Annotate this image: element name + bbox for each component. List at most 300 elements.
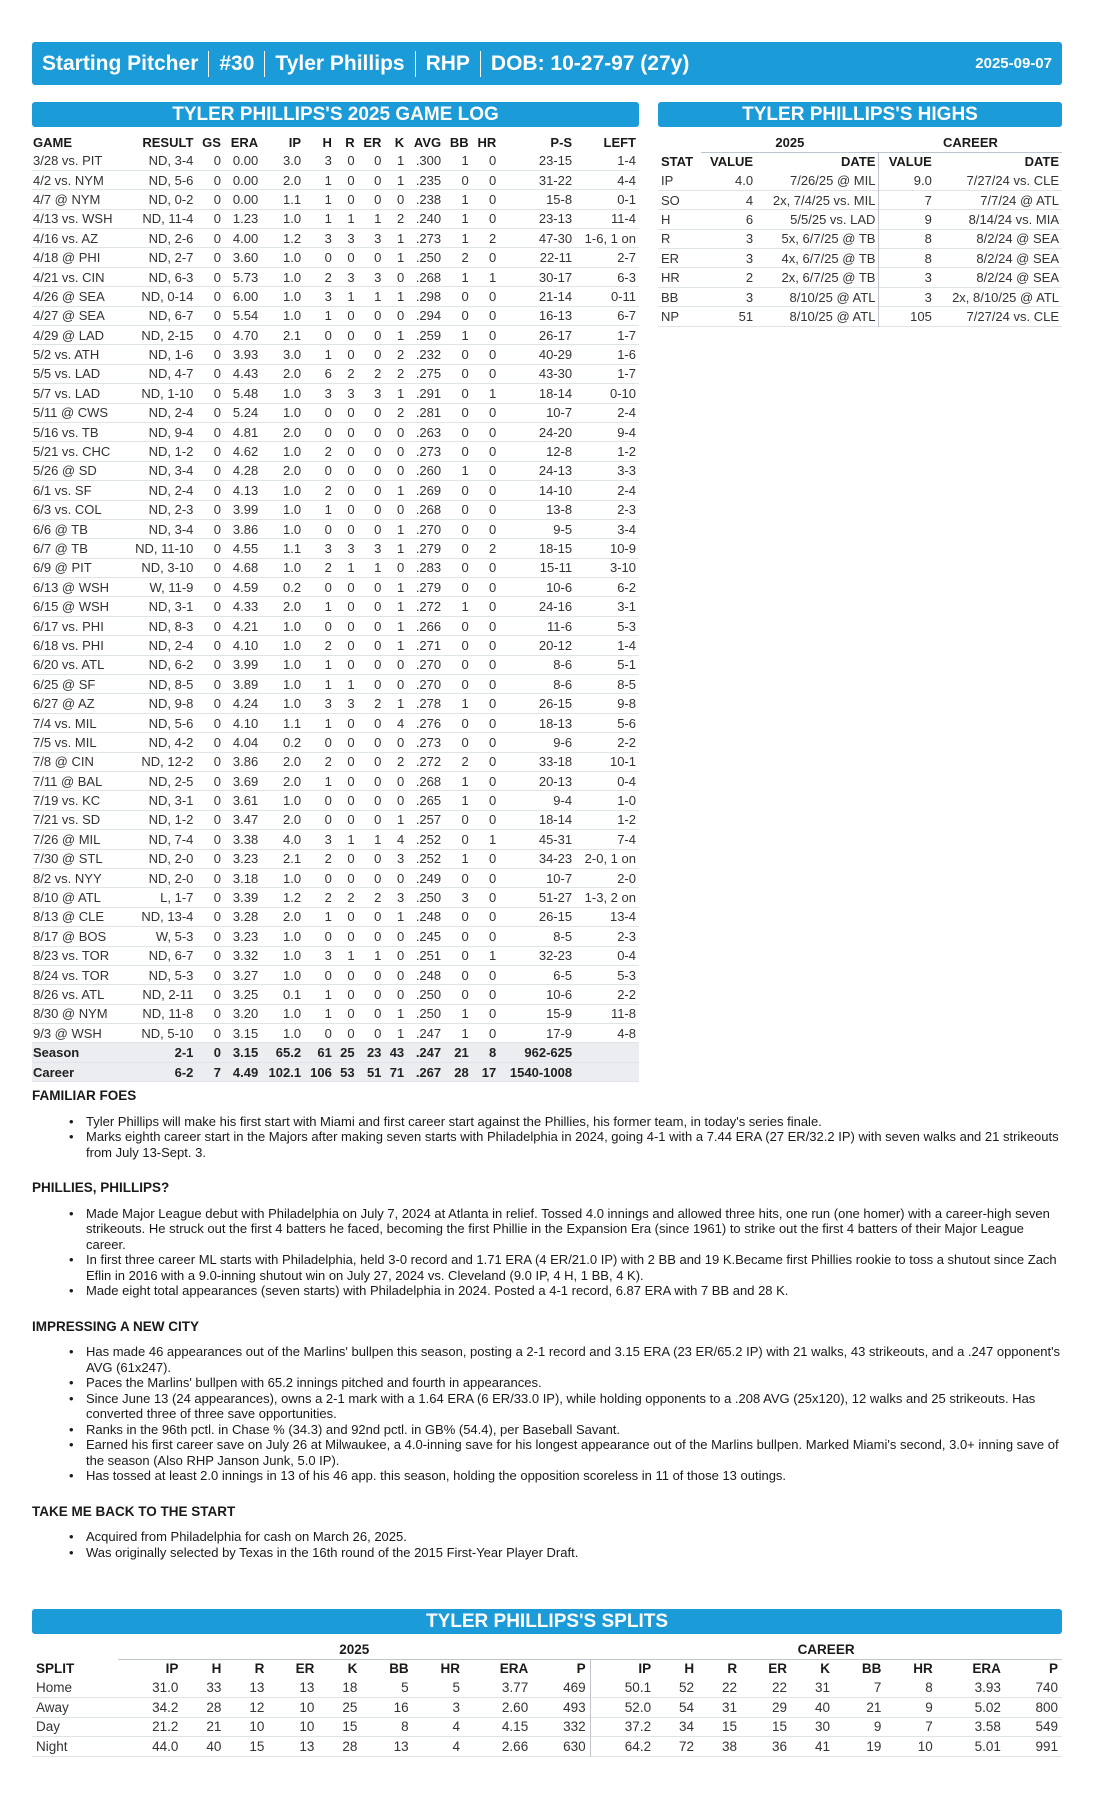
game-log-cell: .251 [415,948,442,964]
game-log-col-header: AVG [413,134,442,150]
game-log-total-cell: 6-2 [125,1062,197,1081]
game-log-cell: 2 [461,754,469,770]
game-log-cell: 0 [347,657,355,673]
game-log-cell: 1.0 [282,676,302,692]
game-log-cell: 45-31 [538,831,573,847]
note-list [86,1206,1062,1299]
splits-col-header: K [347,1661,358,1677]
game-log-cell: .270 [415,676,442,692]
game-log-cell: 9-5 [553,521,573,537]
game-log-cell: 5.54 [232,308,259,324]
game-log-row [32,927,639,946]
game-log-cell: .271 [415,637,442,653]
game-log-cell: 0 [347,793,355,809]
game-log-cell: 0 [374,909,382,925]
game-log-cell: 0-1 [617,191,636,207]
note-item: • Acquired from Philadelphia for cash on March 26, 2025. [86,1529,1062,1545]
game-log-cell: ND, 12-2 [141,754,194,770]
game-log-cell: 22-11 [539,250,573,266]
game-log-cell: .298 [415,288,442,304]
game-log-cell: 7/26 @ MIL [33,831,101,847]
game-log-cell: 6-2 [617,579,636,595]
game-log-cell: 4.00 [232,230,259,246]
highs-row [658,210,1062,229]
splits-cell: Night [36,1738,68,1754]
game-log-cell: 1 [347,211,355,227]
header-date: 2025-09-07 [975,55,1052,72]
game-log-cell: 6/25 @ SF [33,676,96,692]
game-log-cell: 0 [213,1006,221,1022]
splits-col-header: BB [861,1661,882,1677]
game-log-cell: 1 [324,773,332,789]
game-log-cell: 2-4 [617,405,636,421]
game-log-cell: 0 [324,424,332,440]
game-log-col-header: R [345,134,355,150]
game-log-cell: 0 [461,831,469,847]
game-log-cell: 3-3 [617,463,636,479]
game-log-cell: 3.86 [232,754,259,770]
note-heading: IMPRESSING A NEW CITY [32,1318,200,1334]
game-log-row [32,248,639,267]
game-log-row [32,888,639,907]
note-section [32,1088,1062,1160]
game-log-cell: 0 [347,851,355,867]
game-log-cell: 3 [324,152,332,168]
splits-col-header: BB [389,1661,409,1677]
game-log-cell: 5/7 vs. LAD [33,385,101,401]
game-log-cell: ND, 0-14 [141,288,194,304]
game-log-cell: 0 [213,657,221,673]
game-log-cell: 7/30 @ STL [33,851,103,867]
game-log-row [32,364,639,383]
game-log-cell: 1 [461,773,469,789]
highs-cell: IP [661,172,674,188]
game-log-cell: 1 [396,1006,405,1022]
splits-group-blank [32,1640,118,1659]
game-log-cell: 0 [213,385,221,401]
game-log-cell: 9-4 [617,424,636,440]
game-log-cell: 1 [324,172,332,188]
game-log-cell: 1 [396,327,405,343]
game-log-cell: 1.0 [282,793,302,809]
game-log-cell: 0 [489,812,497,828]
game-log-cell: 1.0 [282,250,302,266]
game-log-cell: 24-13 [538,463,573,479]
game-log-cell: 0 [489,560,497,576]
game-log-body [32,151,639,1082]
game-log-cell: 1 [461,1006,469,1022]
game-log-cell: .279 [415,579,442,595]
game-log-cell: ND, 8-5 [148,676,194,692]
highs-cell: 3 [745,250,754,266]
game-log-cell: 0 [489,734,497,750]
game-log-cell: .248 [415,909,442,925]
game-log-cell: 0 [324,928,332,944]
game-log-cell: 30-17 [538,269,573,285]
game-log-cell: 51-27 [538,890,573,906]
game-log-cell: 3.99 [232,502,259,518]
game-log-cell: 1 [461,327,469,343]
game-log-cell: 0 [396,986,405,1002]
game-log-cell: 3.69 [232,773,259,789]
game-log-col-header: H [322,134,332,150]
game-log-cell: 0 [374,502,382,518]
game-log-cell: 0 [213,230,221,246]
note-item: • Ranks in the 96th pctl. in Chase % (34.3) and 92nd pctl. in GB% (54.4), per Baseball Savant. [86,1422,1062,1438]
game-log-cell: ND, 1-2 [148,812,194,828]
game-log-row [32,830,639,849]
game-log-cell: 1 [489,831,497,847]
game-log-total-cell: 51 [358,1062,385,1081]
game-log-cell: 6/13 @ WSH [33,579,110,595]
note-list [86,1344,1062,1484]
game-log-cell: 0 [213,405,221,421]
game-log-cell: 0 [213,793,221,809]
game-log-cell: 0 [213,211,221,227]
game-log-cell: 8/13 @ CLE [33,909,105,925]
game-log-row [32,772,639,791]
game-log-row [32,713,639,732]
game-log-cell: 0 [461,579,469,595]
game-log-cell: 0 [374,637,382,653]
game-log-cell: 1.0 [282,618,302,634]
game-log-cell: 0 [347,734,355,750]
highs-group-2025: 2025 [701,133,879,152]
game-log-cell: 0 [396,191,405,207]
game-log-cell: 3.25 [232,986,259,1002]
game-log-cell: 3.47 [232,812,259,828]
splits-cell: 72 [679,1738,695,1754]
note-item: • Has made 46 appearances out of the Marlins' bullpen this season, posting a 2-1 record and 3.15 ERA (23 ER/65.2 IP) with 21 walks, 43 strikeouts, and a .247 opponent's AVG (61x247). [86,1344,1062,1375]
game-log-total-cell: 71 [384,1062,407,1081]
highs-cell: 2 [745,270,754,286]
game-log-cell: 1 [461,851,469,867]
game-log-cell: 0 [489,327,497,343]
game-log-cell: 5.24 [232,405,259,421]
game-log-cell: 8-6 [553,676,573,692]
game-log-total-cell: 17 [472,1062,500,1081]
game-log-cell: 0 [347,773,355,789]
game-log-cell: ND, 3-4 [148,521,194,537]
game-log-cell: ND, 1-6 [148,347,194,363]
note-item: • Tyler Phillips will make his first start with Miami and first career start against the Phillies, his former team, in today's series finale. [86,1114,1062,1130]
game-log-cell: 6/3 vs. COL [33,502,102,518]
game-log-cell: 2 [374,366,382,382]
game-log-cell: 3.0 [282,347,302,363]
game-log-cell: 1-2 [617,812,636,828]
game-log-cell: 13-8 [546,502,573,518]
splits-cell: 9 [925,1699,933,1715]
header-position: RHP [425,51,470,75]
game-log-cell: 3 [347,269,355,285]
game-log-cell: 0 [461,948,469,964]
highs-cell: 4x, 6/7/25 @ TB [781,250,876,266]
game-log-cell: 1 [396,385,405,401]
game-log-cell: 1 [374,288,382,304]
game-log-col-header: LEFT [603,134,636,150]
highs-table [658,133,1062,327]
splits-cell: 21 [206,1719,222,1735]
game-log-cell: 2 [347,890,355,906]
game-log-cell: 3.93 [232,347,259,363]
game-log-cell: 26-17 [538,327,573,343]
game-log-cell: 1 [396,618,405,634]
splits-cell: 5.01 [974,1738,1001,1754]
game-log-cell: 1 [347,948,355,964]
game-log-cell: 3 [324,948,332,964]
game-log-cell: 0 [374,986,382,1002]
game-log-cell: 0 [461,812,469,828]
game-log-cell: 0 [213,327,221,343]
game-log-cell: 0 [213,366,221,382]
game-log-cell: 0 [489,909,497,925]
game-log-cell: 1-7 [617,327,636,343]
game-log-cell: 0 [396,560,405,576]
game-log-cell: .281 [415,405,442,421]
game-log-cell: 0 [374,812,382,828]
game-log-cell: ND, 8-3 [148,618,194,634]
game-log-cell: 0 [213,482,221,498]
game-log-cell: 3.20 [232,1006,259,1022]
game-log-cell: 1 [374,831,382,847]
game-log-row [32,578,639,597]
game-log-cell: 0 [347,502,355,518]
game-log-cell: 0.1 [282,986,302,1002]
splits-cell: 8 [401,1719,409,1735]
splits-cell: 10 [249,1719,265,1735]
splits-cell: Day [36,1719,61,1735]
game-log-cell: 1 [396,288,405,304]
game-log-row [32,170,639,189]
game-log-cell: 7/11 @ BAL [33,773,103,789]
game-log-cell: W, 5-3 [155,928,194,944]
highs-cell: 3 [879,287,935,306]
game-log-cell: 2-7 [617,250,636,266]
highs-title: TYLER PHILLIPS'S HIGHS [658,102,1062,127]
game-log-cell: 0 [461,308,469,324]
game-log-cell: .268 [415,269,442,285]
game-log-cell: L, 1-7 [160,890,194,906]
game-log-cell: 0 [489,870,497,886]
highs-col-header: VALUE [879,152,935,171]
note-section [32,1319,1062,1484]
game-log-cell: 0 [347,172,355,188]
game-log-row [32,306,639,325]
game-log-cell: 0 [213,890,221,906]
game-log-cell: 0 [347,715,355,731]
game-log-cell: .266 [415,618,442,634]
game-log-cell: 0 [461,734,469,750]
game-log-cell: 0 [489,967,497,983]
game-log-cell: 2-2 [617,734,636,750]
game-log-row [32,636,639,655]
game-log-cell: ND, 1-2 [148,444,194,460]
game-log-total-cell: Career [32,1062,125,1081]
game-log-cell: 0 [347,482,355,498]
game-log-cell: ND, 9-8 [148,696,194,712]
game-log-cell: 1 [374,948,382,964]
game-log-row [32,403,639,422]
game-log-cell: 4/26 @ SEA [33,288,105,304]
game-log-cell: 0-11 [610,288,636,304]
game-log-col-header: BB [449,134,469,150]
note-list [86,1114,1062,1161]
game-log-cell: 1 [396,696,405,712]
game-log-cell: 3.99 [232,657,259,673]
game-log-cell: 9-4 [553,793,573,809]
game-log-cell: 0 [347,812,355,828]
splits-cell: 54 [679,1699,695,1715]
game-log-cell: 18-14 [538,385,573,401]
game-log-cell: ND, 2-3 [148,502,194,518]
game-log-cell: 6/9 @ PIT [33,560,92,576]
game-log-cell: 0 [396,948,405,964]
game-log-cell: 1 [396,579,405,595]
game-log-cell: 6/1 vs. SF [33,482,92,498]
game-log-row [32,422,639,441]
game-log-cell: .275 [415,366,442,382]
game-log-cell: 0.2 [282,579,302,595]
game-log-cell: 1.0 [282,657,302,673]
game-log-cell: 0 [213,734,221,750]
header-divider [415,51,416,77]
game-log-cell: 4/29 @ LAD [33,327,105,343]
game-log-cell: 5-1 [617,657,636,673]
highs-header-row [658,152,1062,171]
game-log-cell: 26-15 [538,909,573,925]
game-log-cell: ND, 2-11 [142,986,194,1002]
game-log-cell: 0.00 [232,172,259,188]
game-log-cell: 0 [396,676,405,692]
game-log-col-header: P-S [550,134,573,150]
splits-cell: 10 [299,1699,315,1715]
note-item: • Paces the Marlins' bullpen with 65.2 innings pitched and fourth in appearances. [86,1375,1062,1391]
game-log-cell: 0 [347,928,355,944]
game-log-col-header: IP [288,134,302,150]
splits-col-header: H [211,1661,222,1677]
game-log-row [32,810,639,829]
game-log-cell: 2 [396,754,405,770]
game-log-cell: 1 [324,1006,332,1022]
game-log-cell: ND, 1-10 [141,385,194,401]
game-log-cell: 2 [396,347,405,363]
splits-cell: 7 [873,1680,882,1695]
game-log-cell: 0 [374,579,382,595]
game-log-cell: 2 [396,366,405,382]
game-log-cell: 0 [213,250,221,266]
game-log-cell: 3 [396,851,405,867]
game-log-cell: 1.1 [282,715,302,731]
game-log-cell: ND, 5-6 [148,715,194,731]
game-log-cell: 1 [396,541,405,556]
game-log-cell: 1 [324,211,332,227]
game-log-cell: 0 [461,986,469,1002]
game-log-cell: 2.0 [282,773,302,789]
game-log-total-cell: 43 [384,1043,407,1062]
game-log-cell: 0 [324,250,332,266]
game-log-cell: ND, 9-4 [148,424,194,440]
game-log-cell: ND, 3-1 [148,599,194,615]
splits-cell: 30 [815,1719,831,1735]
game-log-cell: .278 [415,696,442,712]
splits-cell: 44.0 [152,1738,179,1754]
game-log-cell: 0 [213,754,221,770]
splits-cell: 52 [679,1680,695,1695]
highs-row [658,249,1062,268]
game-log-cell: 2 [324,637,332,653]
header-divider [208,51,209,77]
game-log-row [32,209,639,228]
splits-cell: 3.93 [974,1680,1001,1695]
game-log-cell: 2.0 [282,812,302,828]
game-log-cell: 0 [489,637,497,653]
game-log-cell: 1 [461,793,469,809]
game-log-cell: 11-8 [610,1006,636,1022]
game-log-cell: 4.13 [232,482,259,498]
game-log-cell: .283 [415,560,442,576]
game-log-cell: 1.0 [282,444,302,460]
game-log-cell: .270 [415,657,442,673]
splits-cell: 31 [815,1680,831,1695]
game-log-cell: 1.2 [282,890,302,906]
game-log-cell: 0 [347,909,355,925]
game-log-cell: 0 [396,269,405,285]
game-log-cell: 0 [489,793,497,809]
splits-cell: 740 [1035,1680,1058,1695]
game-log-cell: 0 [489,754,497,770]
game-log-cell: 0 [489,172,497,188]
splits-row [32,1698,1062,1718]
note-list [86,1529,1062,1560]
game-log-row [32,694,639,713]
splits-cell: 10 [917,1738,933,1754]
splits-cell: 13 [299,1738,315,1754]
game-log-cell: .250 [415,986,442,1002]
splits-cell: 4.15 [501,1719,529,1735]
game-log-cell: 2 [489,230,497,246]
game-log-total-cell: 53 [335,1062,358,1081]
game-log-cell: 0 [374,793,382,809]
game-log-col-header: ER [363,134,382,150]
game-log-total-cell: 61 [304,1043,335,1062]
game-log-total-cell: 2-1 [125,1043,197,1062]
game-log-cell: 4.24 [232,696,259,712]
game-log-cell: 2-3 [617,502,636,518]
game-log-cell: 0 [396,308,405,324]
note-item: • Made eight total appearances (seven starts) with Philadelphia in 2024. Posted a 4-1 record, 6.87 ERA with 7 BB and 28 K. [86,1283,1062,1299]
game-log-cell: 3.28 [232,909,259,925]
game-log-cell: 0 [489,444,497,460]
splits-cell: 16 [393,1699,409,1715]
highs-cell: H [661,211,671,227]
game-log-cell: 5/26 @ SD [33,463,97,479]
game-log-cell: 0 [396,734,405,750]
game-log-cell: 0-4 [617,948,636,964]
splits-cell: 3.77 [501,1680,529,1695]
game-log-cell: 1.2 [282,230,302,246]
game-log-cell: 3 [374,230,382,246]
game-log-cell: 0 [489,1025,497,1041]
splits-cell: 2.66 [501,1738,529,1754]
highs-col-header: DATE [1024,154,1059,170]
game-log-cell: 4.0 [282,831,302,847]
note-section [32,1180,1062,1299]
game-log-cell: 3 [461,890,469,906]
game-log-cell: 0 [461,560,469,576]
game-log-cell: ND, 6-2 [148,657,194,673]
game-log-cell: 0 [347,152,355,168]
game-log-cell: 7-4 [617,831,636,847]
